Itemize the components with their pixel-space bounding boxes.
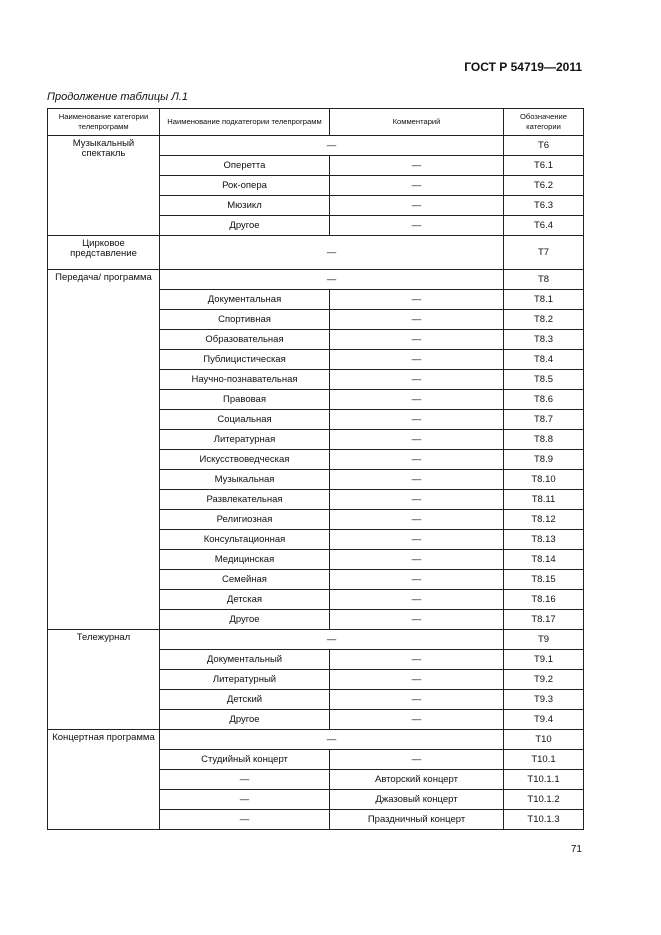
code-cell: Т9 <box>504 630 584 650</box>
comment-cell: — <box>330 650 504 670</box>
code-cell: Т10.1.3 <box>504 810 584 830</box>
comment-cell: — <box>330 330 504 350</box>
subcategory-cell: Оперетта <box>160 156 330 176</box>
comment-cell: — <box>330 310 504 330</box>
subcategory-cell: Другое <box>160 216 330 236</box>
code-cell: Т10.1 <box>504 750 584 770</box>
comment-cell: — <box>330 290 504 310</box>
code-cell: Т8.16 <box>504 590 584 610</box>
code-cell: Т8.2 <box>504 310 584 330</box>
code-cell: Т8.5 <box>504 370 584 390</box>
page-number: 71 <box>570 844 582 855</box>
subcategory-cell: — <box>160 810 330 830</box>
comment-cell: — <box>330 450 504 470</box>
category-cell: Концертная программа <box>48 730 160 830</box>
category-cell: Тележурнал <box>48 630 160 730</box>
table-header-row <box>48 109 584 136</box>
merged-dash-cell: — <box>160 730 504 750</box>
code-cell: Т8.10 <box>504 470 584 490</box>
subcategory-cell: Литературный <box>160 670 330 690</box>
code-cell: Т9.3 <box>504 690 584 710</box>
code-cell: Т8.6 <box>504 390 584 410</box>
table-row <box>48 730 584 750</box>
subcategory-cell: Музыкальная <box>160 470 330 490</box>
subcategory-cell: Развлекательная <box>160 490 330 510</box>
comment-cell: — <box>330 690 504 710</box>
code-cell: Т8.8 <box>504 430 584 450</box>
merged-dash-cell: — <box>160 136 504 156</box>
code-cell: Т8.1 <box>504 290 584 310</box>
subcategory-cell: Образовательная <box>160 330 330 350</box>
comment-cell: — <box>330 590 504 610</box>
subcategory-cell: Другое <box>160 710 330 730</box>
subcategory-cell: Искусствоведческая <box>160 450 330 470</box>
table-body <box>48 136 584 830</box>
comment-cell: Праздничный концерт <box>330 810 504 830</box>
comment-cell: — <box>330 610 504 630</box>
subcategory-cell: Спортивная <box>160 310 330 330</box>
comment-cell: — <box>330 370 504 390</box>
subcategory-cell: Рок-опера <box>160 176 330 196</box>
comment-cell: — <box>330 530 504 550</box>
code-cell: Т10.1.2 <box>504 790 584 810</box>
code-cell: Т8.4 <box>504 350 584 370</box>
category-table <box>47 108 584 830</box>
code-cell: Т8.3 <box>504 330 584 350</box>
code-cell: Т8.15 <box>504 570 584 590</box>
code-cell: Т6.1 <box>504 156 584 176</box>
subcategory-cell: Детская <box>160 590 330 610</box>
table-row <box>48 136 584 156</box>
subcategory-cell: Медицинская <box>160 550 330 570</box>
comment-cell: — <box>330 750 504 770</box>
table-row <box>48 236 584 270</box>
table-row <box>48 270 584 290</box>
code-cell: Т8.7 <box>504 410 584 430</box>
subcategory-cell: Другое <box>160 610 330 630</box>
header-comment: Комментарий <box>330 109 504 136</box>
subcategory-cell: Литературная <box>160 430 330 450</box>
comment-cell: Авторский концерт <box>330 770 504 790</box>
merged-dash-cell: — <box>160 630 504 650</box>
subcategory-cell: Документальный <box>160 650 330 670</box>
code-cell: Т8.14 <box>504 550 584 570</box>
code-cell: Т8.11 <box>504 490 584 510</box>
subcategory-cell: — <box>160 790 330 810</box>
comment-cell: — <box>330 176 504 196</box>
subcategory-cell: Консультационная <box>160 530 330 550</box>
subcategory-cell: Социальная <box>160 410 330 430</box>
comment-cell: — <box>330 490 504 510</box>
category-cell: Музыкальный спектакль <box>48 136 160 236</box>
code-cell: Т9.1 <box>504 650 584 670</box>
comment-cell: — <box>330 710 504 730</box>
comment-cell: — <box>330 470 504 490</box>
comment-cell: — <box>330 196 504 216</box>
table-row <box>48 630 584 650</box>
code-cell: Т10.1.1 <box>504 770 584 790</box>
header-code: Обозначение категории <box>504 109 584 136</box>
code-cell: Т8.9 <box>504 450 584 470</box>
subcategory-cell: Публицистическая <box>160 350 330 370</box>
code-cell: Т10 <box>504 730 584 750</box>
subcategory-cell: Правовая <box>160 390 330 410</box>
comment-cell: — <box>330 430 504 450</box>
comment-cell: — <box>330 670 504 690</box>
comment-cell: — <box>330 350 504 370</box>
comment-cell: — <box>330 410 504 430</box>
subcategory-cell: Документальная <box>160 290 330 310</box>
merged-dash-cell: — <box>160 270 504 290</box>
code-cell: Т8.13 <box>504 530 584 550</box>
comment-cell: — <box>330 570 504 590</box>
table-caption: Продолжение таблицы Л.1 <box>47 91 188 103</box>
comment-cell: — <box>330 550 504 570</box>
comment-cell: — <box>330 216 504 236</box>
subcategory-cell: Научно-познавательная <box>160 370 330 390</box>
code-cell: Т6.3 <box>504 196 584 216</box>
subcategory-cell: Религиозная <box>160 510 330 530</box>
category-cell: Цирковое представление <box>48 236 160 270</box>
code-cell: Т9.4 <box>504 710 584 730</box>
code-cell: Т8.17 <box>504 610 584 630</box>
code-cell: Т9.2 <box>504 670 584 690</box>
subcategory-cell: — <box>160 770 330 790</box>
subcategory-cell: Мюзикл <box>160 196 330 216</box>
code-cell: Т8.12 <box>504 510 584 530</box>
code-cell: Т6 <box>504 136 584 156</box>
subcategory-cell: Детский <box>160 690 330 710</box>
subcategory-cell: Семейная <box>160 570 330 590</box>
merged-dash-cell: — <box>160 236 504 270</box>
standard-id: ГОСТ Р 54719—2011 <box>464 60 582 74</box>
comment-cell: — <box>330 390 504 410</box>
code-cell: Т7 <box>504 236 584 270</box>
category-cell: Передача/ программа <box>48 270 160 630</box>
code-cell: Т6.4 <box>504 216 584 236</box>
code-cell: Т8 <box>504 270 584 290</box>
header-category: Наименование категории телепрограмм <box>48 109 160 136</box>
comment-cell: — <box>330 510 504 530</box>
header-subcategory: Наименование подкатегории телепрограмм <box>160 109 330 136</box>
comment-cell: Джазовый концерт <box>330 790 504 810</box>
subcategory-cell: Студийный концерт <box>160 750 330 770</box>
comment-cell: — <box>330 156 504 176</box>
code-cell: Т6.2 <box>504 176 584 196</box>
